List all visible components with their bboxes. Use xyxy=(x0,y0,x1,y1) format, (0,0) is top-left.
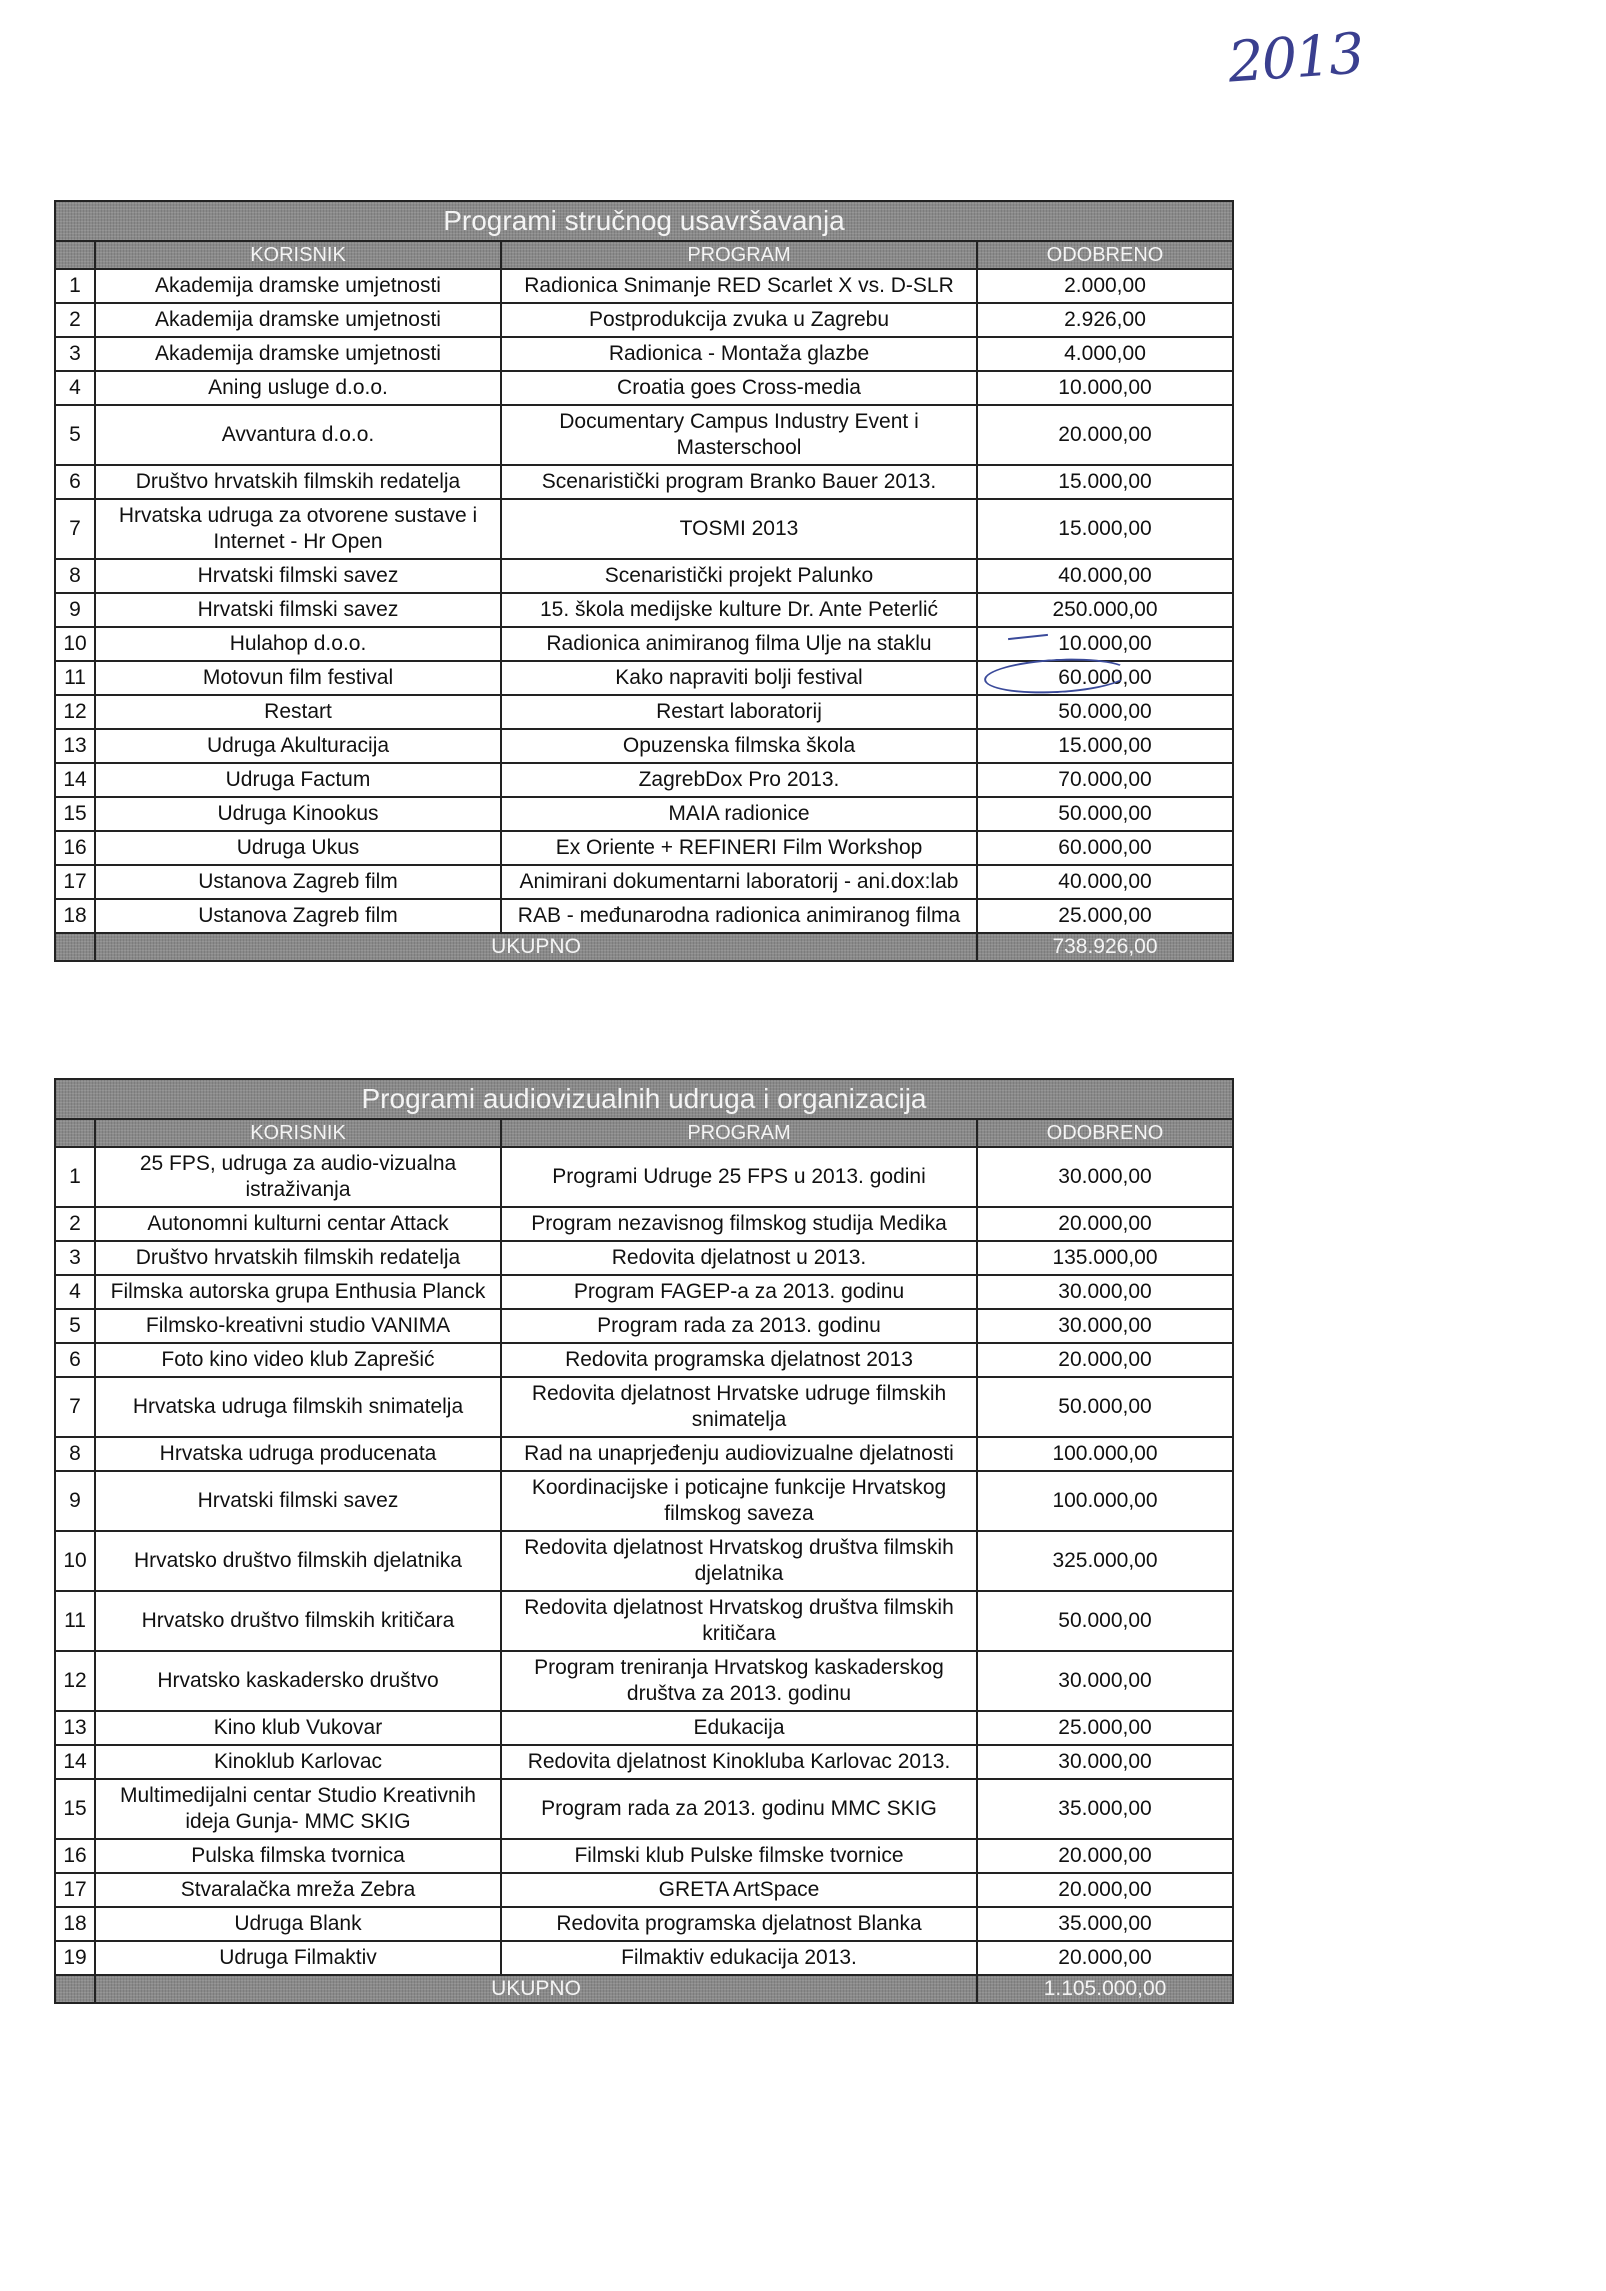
row-number: 14 xyxy=(55,763,95,797)
row-odobreno: 60.000,00 xyxy=(977,661,1233,695)
row-program: Koordinacijske i poticajne funkcije Hrvatskog filmskog saveza xyxy=(501,1471,977,1531)
row-korisnik: Udruga Filmaktiv xyxy=(95,1941,501,1975)
row-odobreno: 250.000,00 xyxy=(977,593,1233,627)
row-number: 17 xyxy=(55,865,95,899)
row-number: 18 xyxy=(55,899,95,933)
row-odobreno: 325.000,00 xyxy=(977,1531,1233,1591)
total-label: UKUPNO xyxy=(95,1975,977,2003)
row-odobreno: 30.000,00 xyxy=(977,1745,1233,1779)
row-number: 6 xyxy=(55,1343,95,1377)
row-program: Redovita programska djelatnost 2013 xyxy=(501,1343,977,1377)
row-program: Programi Udruge 25 FPS u 2013. godini xyxy=(501,1147,977,1207)
row-korisnik: Udruga Blank xyxy=(95,1907,501,1941)
table-row xyxy=(55,337,1233,371)
row-program: Program rada za 2013. godinu xyxy=(501,1309,977,1343)
row-number: 13 xyxy=(55,729,95,763)
table-row xyxy=(55,763,1233,797)
row-odobreno: 50.000,00 xyxy=(977,695,1233,729)
table-row xyxy=(55,1377,1233,1437)
row-program: Radionica - Montaža glazbe xyxy=(501,337,977,371)
row-korisnik: 25 FPS, udruga za audio-vizualna istraživanja xyxy=(95,1147,501,1207)
row-program: ZagrebDox Pro 2013. xyxy=(501,763,977,797)
row-number: 4 xyxy=(55,371,95,405)
funding-table-audiovizualne-udruge xyxy=(54,1078,1234,2004)
table-row xyxy=(55,1147,1233,1207)
row-program: Redovita djelatnost Kinokluba Karlovac 2013. xyxy=(501,1745,977,1779)
row-number: 6 xyxy=(55,465,95,499)
table-row xyxy=(55,303,1233,337)
table-row xyxy=(55,1241,1233,1275)
row-odobreno: 40.000,00 xyxy=(977,559,1233,593)
row-number: 16 xyxy=(55,1839,95,1873)
row-odobreno: 20.000,00 xyxy=(977,1941,1233,1975)
row-odobreno: 15.000,00 xyxy=(977,465,1233,499)
row-odobreno: 100.000,00 xyxy=(977,1437,1233,1471)
row-odobreno: 30.000,00 xyxy=(977,1147,1233,1207)
row-number: 4 xyxy=(55,1275,95,1309)
row-program: TOSMI 2013 xyxy=(501,499,977,559)
row-korisnik: Akademija dramske umjetnosti xyxy=(95,303,501,337)
table-row xyxy=(55,371,1233,405)
row-program: Kako napraviti bolji festival xyxy=(501,661,977,695)
table-row xyxy=(55,1591,1233,1651)
total-spacer xyxy=(55,1975,95,2003)
table-row xyxy=(55,1471,1233,1531)
row-number: 5 xyxy=(55,405,95,465)
row-korisnik: Udruga Factum xyxy=(95,763,501,797)
column-header-korisnik: KORISNIK xyxy=(95,241,501,269)
row-korisnik: Kino klub Vukovar xyxy=(95,1711,501,1745)
row-odobreno: 20.000,00 xyxy=(977,405,1233,465)
row-korisnik: Aning usluge d.o.o. xyxy=(95,371,501,405)
row-odobreno: 2.926,00 xyxy=(977,303,1233,337)
row-korisnik: Društvo hrvatskih filmskih redatelja xyxy=(95,465,501,499)
row-program: Redovita djelatnost Hrvatskog društva filmskih kritičara xyxy=(501,1591,977,1651)
table-row xyxy=(55,1779,1233,1839)
row-odobreno: 20.000,00 xyxy=(977,1207,1233,1241)
row-program: Redovita djelatnost u 2013. xyxy=(501,1241,977,1275)
total-spacer xyxy=(55,933,95,961)
column-header-korisnik: KORISNIK xyxy=(95,1119,501,1147)
row-program: Filmaktiv edukacija 2013. xyxy=(501,1941,977,1975)
row-number: 10 xyxy=(55,1531,95,1591)
row-korisnik: Ustanova Zagreb film xyxy=(95,899,501,933)
row-number: 2 xyxy=(55,303,95,337)
row-number: 7 xyxy=(55,1377,95,1437)
row-program: Redovita djelatnost Hrvatskog društva filmskih djelatnika xyxy=(501,1531,977,1591)
table-row xyxy=(55,797,1233,831)
row-number: 15 xyxy=(55,797,95,831)
row-program: Documentary Campus Industry Event i Masterschool xyxy=(501,405,977,465)
column-header-odobreno: ODOBRENO xyxy=(977,1119,1233,1147)
row-odobreno: 60.000,00 xyxy=(977,831,1233,865)
row-korisnik: Hrvatska udruga za otvorene sustave i Internet - Hr Open xyxy=(95,499,501,559)
row-program: Animirani dokumentarni laboratorij - ani.dox:lab xyxy=(501,865,977,899)
row-program: Rad na unaprjeđenju audiovizualne djelatnosti xyxy=(501,1437,977,1471)
row-korisnik: Akademija dramske umjetnosti xyxy=(95,269,501,303)
column-header-number xyxy=(55,1119,95,1147)
row-number: 15 xyxy=(55,1779,95,1839)
row-korisnik: Društvo hrvatskih filmskih redatelja xyxy=(95,1241,501,1275)
row-korisnik: Kinoklub Karlovac xyxy=(95,1745,501,1779)
row-program: Program nezavisnog filmskog studija Medika xyxy=(501,1207,977,1241)
row-korisnik: Filmska autorska grupa Enthusia Planck xyxy=(95,1275,501,1309)
row-korisnik: Udruga Ukus xyxy=(95,831,501,865)
row-number: 3 xyxy=(55,1241,95,1275)
row-odobreno: 15.000,00 xyxy=(977,729,1233,763)
row-program: Redovita djelatnost Hrvatske udruge filmskih snimatelja xyxy=(501,1377,977,1437)
row-korisnik: Hrvatski filmski savez xyxy=(95,559,501,593)
table-row xyxy=(55,831,1233,865)
total-value: 1.105.000,00 xyxy=(977,1975,1233,2003)
row-program: Ex Oriente + REFINERI Film Workshop xyxy=(501,831,977,865)
row-program: Radionica Snimanje RED Scarlet X vs. D-SLR xyxy=(501,269,977,303)
row-number: 7 xyxy=(55,499,95,559)
row-number: 1 xyxy=(55,269,95,303)
row-korisnik: Ustanova Zagreb film xyxy=(95,865,501,899)
table-row xyxy=(55,1531,1233,1591)
row-program: Restart laboratorij xyxy=(501,695,977,729)
row-korisnik: Hrvatsko društvo filmskih kritičara xyxy=(95,1591,501,1651)
table-row xyxy=(55,1907,1233,1941)
row-number: 16 xyxy=(55,831,95,865)
row-program: RAB - međunarodna radionica animiranog filma xyxy=(501,899,977,933)
table-row xyxy=(55,1437,1233,1471)
row-korisnik: Hrvatski filmski savez xyxy=(95,1471,501,1531)
row-odobreno: 100.000,00 xyxy=(977,1471,1233,1531)
row-number: 18 xyxy=(55,1907,95,1941)
row-program: Postprodukcija zvuka u Zagrebu xyxy=(501,303,977,337)
table-row xyxy=(55,1839,1233,1873)
row-program: Croatia goes Cross-media xyxy=(501,371,977,405)
row-number: 9 xyxy=(55,1471,95,1531)
row-odobreno: 15.000,00 xyxy=(977,499,1233,559)
row-program: Scenaristički program Branko Bauer 2013. xyxy=(501,465,977,499)
table-row xyxy=(55,1275,1233,1309)
row-odobreno: 35.000,00 xyxy=(977,1779,1233,1839)
row-korisnik: Filmsko-kreativni studio VANIMA xyxy=(95,1309,501,1343)
table-row xyxy=(55,695,1233,729)
row-program: Opuzenska filmska škola xyxy=(501,729,977,763)
column-header-number xyxy=(55,241,95,269)
column-header-odobreno: ODOBRENO xyxy=(977,241,1233,269)
row-number: 8 xyxy=(55,1437,95,1471)
table-rows xyxy=(55,1147,1233,1975)
table-row xyxy=(55,1711,1233,1745)
row-korisnik: Akademija dramske umjetnosti xyxy=(95,337,501,371)
row-odobreno: 70.000,00 xyxy=(977,763,1233,797)
row-number: 5 xyxy=(55,1309,95,1343)
row-odobreno: 40.000,00 xyxy=(977,865,1233,899)
row-program: Radionica animiranog filma Ulje na staklu xyxy=(501,627,977,661)
table-row xyxy=(55,559,1233,593)
row-odobreno: 50.000,00 xyxy=(977,797,1233,831)
table-row xyxy=(55,1941,1233,1975)
row-odobreno: 30.000,00 xyxy=(977,1651,1233,1711)
row-number: 19 xyxy=(55,1941,95,1975)
row-program: Filmski klub Pulske filmske tvornice xyxy=(501,1839,977,1873)
row-program: Program FAGEP-a za 2013. godinu xyxy=(501,1275,977,1309)
row-number: 11 xyxy=(55,1591,95,1651)
row-program: Program rada za 2013. godinu MMC SKIG xyxy=(501,1779,977,1839)
row-number: 2 xyxy=(55,1207,95,1241)
row-korisnik: Foto kino video klub Zaprešić xyxy=(95,1343,501,1377)
pen-circle-mark xyxy=(983,655,1131,697)
row-korisnik: Udruga Kinookus xyxy=(95,797,501,831)
table-row xyxy=(55,499,1233,559)
handwritten-year-note: 2013 xyxy=(1225,21,1365,96)
table-row xyxy=(55,1873,1233,1907)
table-row xyxy=(55,405,1233,465)
row-program: MAIA radionice xyxy=(501,797,977,831)
column-header-program: PROGRAM xyxy=(501,1119,977,1147)
row-korisnik: Hrvatsko kaskadersko društvo xyxy=(95,1651,501,1711)
row-korisnik: Autonomni kulturni centar Attack xyxy=(95,1207,501,1241)
total-label: UKUPNO xyxy=(95,933,977,961)
row-program: Program treniranja Hrvatskog kaskaderskog društva za 2013. godinu xyxy=(501,1651,977,1711)
row-number: 14 xyxy=(55,1745,95,1779)
row-odobreno: 4.000,00 xyxy=(977,337,1233,371)
row-number: 12 xyxy=(55,1651,95,1711)
row-korisnik: Restart xyxy=(95,695,501,729)
row-korisnik: Avvantura d.o.o. xyxy=(95,405,501,465)
row-odobreno: 2.000,00 xyxy=(977,269,1233,303)
row-number: 10 xyxy=(55,627,95,661)
table-row xyxy=(55,865,1233,899)
table-rows xyxy=(55,269,1233,933)
row-odobreno: 30.000,00 xyxy=(977,1275,1233,1309)
row-program: Scenaristički projekt Palunko xyxy=(501,559,977,593)
table-row xyxy=(55,627,1233,661)
row-odobreno: 25.000,00 xyxy=(977,1711,1233,1745)
row-odobreno: 50.000,00 xyxy=(977,1377,1233,1437)
table-row xyxy=(55,1651,1233,1711)
row-number: 17 xyxy=(55,1873,95,1907)
row-korisnik: Pulska filmska tvornica xyxy=(95,1839,501,1873)
table-title: Programi audiovizualnih udruga i organizacija xyxy=(55,1079,1233,1119)
row-program: Redovita programska djelatnost Blanka xyxy=(501,1907,977,1941)
row-odobreno: 10.000,00 xyxy=(977,627,1233,661)
row-number: 13 xyxy=(55,1711,95,1745)
row-korisnik: Hulahop d.o.o. xyxy=(95,627,501,661)
table-row xyxy=(55,269,1233,303)
row-number: 12 xyxy=(55,695,95,729)
row-odobreno: 10.000,00 xyxy=(977,371,1233,405)
row-odobreno: 20.000,00 xyxy=(977,1839,1233,1873)
pen-stroke-mark xyxy=(1008,634,1048,640)
table-row xyxy=(55,1207,1233,1241)
row-number: 3 xyxy=(55,337,95,371)
table-title: Programi stručnog usavršavanja xyxy=(55,201,1233,241)
row-odobreno: 30.000,00 xyxy=(977,1309,1233,1343)
row-korisnik: Hrvatsko društvo filmskih djelatnika xyxy=(95,1531,501,1591)
table-row xyxy=(55,661,1233,695)
row-program: GRETA ArtSpace xyxy=(501,1873,977,1907)
table-row xyxy=(55,1309,1233,1343)
row-number: 8 xyxy=(55,559,95,593)
table-row xyxy=(55,465,1233,499)
table-row xyxy=(55,899,1233,933)
column-header-program: PROGRAM xyxy=(501,241,977,269)
table-row xyxy=(55,729,1233,763)
row-korisnik: Hrvatski filmski savez xyxy=(95,593,501,627)
row-korisnik: Motovun film festival xyxy=(95,661,501,695)
row-korisnik: Multimedijalni centar Studio Kreativnih ideja Gunja- MMC SKIG xyxy=(95,1779,501,1839)
row-odobreno: 50.000,00 xyxy=(977,1591,1233,1651)
row-odobreno: 35.000,00 xyxy=(977,1907,1233,1941)
funding-table-strucno-usavrsavanje xyxy=(54,200,1234,962)
row-number: 11 xyxy=(55,661,95,695)
row-odobreno: 20.000,00 xyxy=(977,1343,1233,1377)
total-value: 738.926,00 xyxy=(977,933,1233,961)
table-row xyxy=(55,1745,1233,1779)
table-row xyxy=(55,593,1233,627)
row-korisnik: Hrvatska udruga producenata xyxy=(95,1437,501,1471)
table-row xyxy=(55,1343,1233,1377)
row-number: 9 xyxy=(55,593,95,627)
row-korisnik: Hrvatska udruga filmskih snimatelja xyxy=(95,1377,501,1437)
row-number: 1 xyxy=(55,1147,95,1207)
row-program: 15. škola medijske kulture Dr. Ante Peterlić xyxy=(501,593,977,627)
row-program: Edukacija xyxy=(501,1711,977,1745)
row-odobreno: 135.000,00 xyxy=(977,1241,1233,1275)
row-odobreno: 25.000,00 xyxy=(977,899,1233,933)
row-odobreno: 20.000,00 xyxy=(977,1873,1233,1907)
row-korisnik: Udruga Akulturacija xyxy=(95,729,501,763)
row-korisnik: Stvaralačka mreža Zebra xyxy=(95,1873,501,1907)
